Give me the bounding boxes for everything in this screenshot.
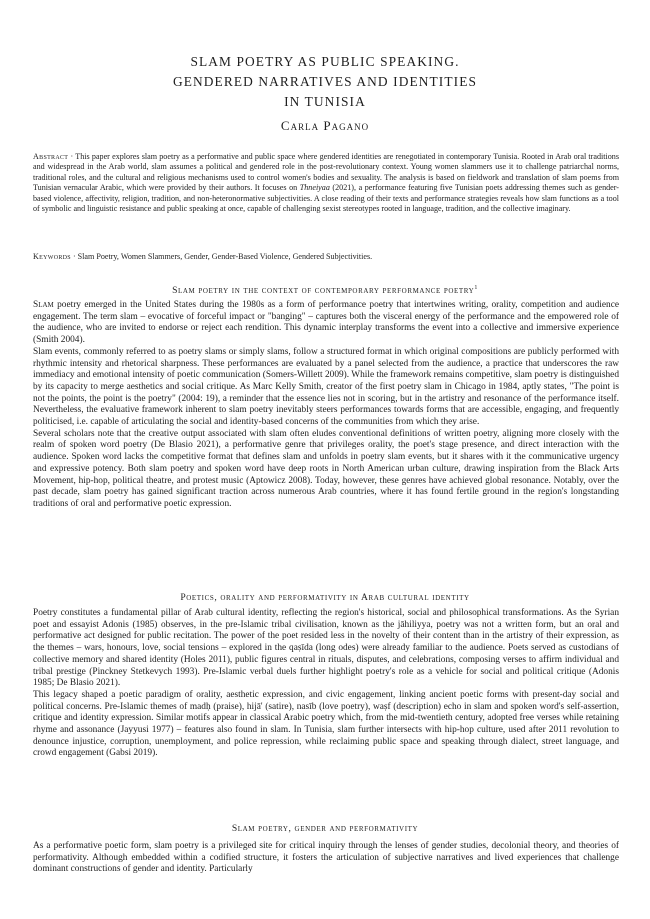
section-heading-2: Poetics, orality and performativity in Arab cultural identity — [180, 592, 470, 603]
abstract-text-2: (2021), a performance featuring five Tunisian poets addressing themes such as gender-based violence, affectivity, religion, tradition, and non-heteronormative subjectivities. A close reading of their texts and performance strategies reveals how slam functions as a tool of symbolic and linguistic resistance and public speaking at once, capable of challenging sexist stereotypes rooted in language, tradition, and the collective imaginary. — [33, 183, 619, 214]
section-1-paragraph-2: Slam events, commonly referred to as poetry slams or simply slams, follow a structured format in which original compositions are publicly performed with rhythmic intensity and rhetorical sharpness. These performances are evaluated by a panel selected from the audience, a practice that underscores the raw immediacy and emotional intensity of poetic communication (Somers-Willett 2009). While the framework remains competitive, slam poetry is distinguished by its capacity to merge aesthetics and social critique. As Marc Kelly Smith, creator of the first poetry slam in Chicago in 1984, aptly states, "The point is not the points, the point is the poetry" (2004: 19), a reminder that the essence lies not in scoring, but in the artistry and resonance of the performance itself. Nevertheless, the evaluative framework inherent to slam poetry inevitably steers performances towards forms that are accessible, engaging, and frequently politicised, i.e. capable of articulating the social and identity-based concerns of the communities from which they arise. — [33, 346, 619, 428]
lead-word: Slam — [33, 300, 54, 310]
title-line-1: SLAM POETRY AS PUBLIC SPEAKING. — [190, 54, 460, 69]
footnote-mark: 1 — [474, 285, 478, 291]
section-1-body — [33, 300, 619, 511]
section-1-paragraph-1 — [33, 300, 619, 347]
section-1-paragraph-3: Several scholars note that the creative output associated with slam often eludes conventional definitions of written poetry, aligning more closely with the realm of spoken word poetry (De Blasio 2021), a performative genre that privileges orality, the poet's stage presence, and direct interaction with the audience. Spoken word lacks the competitive format that defines slam and unfolds in poetry slam events, but it shares with it the communicative urgency and expressive potency. Both slam poetry and spoken word have deep roots in North American urban culture, drawing inspiration from the Black Arts Movement, hip-hop, political theatre, and protest music (Aptowicz 2008). Today, however, these genres have achieved global resonance. Notably, over the past decade, slam poetry has gained significant traction across numerous Arab countries, where it has found fertile ground in the region's longstanding traditions of oral and performative poetic expression. — [33, 428, 619, 509]
section-3-paragraph-1: As a performative poetic form, slam poetry is a privileged site for critical inquiry through the lenses of gender studies, decolonial theory, and theories of performativity. Although embedded within a codified structure, it fosters the articulation of subjective narratives and lived experiences that challenge dominant constructions of gender and identity. Particularly — [33, 841, 619, 875]
section-heading-1 — [0, 285, 650, 296]
section-2-paragraph-2: This legacy shaped a poetic paradigm of orality, aesthetic expression, and civic engagement, linking ancient poetic forms with present-day social and political concerns. Pre-Islamic themes of madḥ (praise), hijā' (satire), nasīb (love poetry), waṣf (description) echo in slam and spoken word's self-assertion, critique and identity expression. Similar motifs appear in classical Arabic poetry which, from the mid-twentieth century, adopted free verses while retaining rhyme and assonance (Jayyusi 1977) – features also found in slam. In Tunisia, slam further intersects with hip-hop culture, used after 2011 revolution to denounce injustice, corruption, unemployment, and police repression, while reclaiming public space and speaking through dialect, street language, and crowd engagement (Gabsi 2019). — [33, 689, 619, 759]
paper-title — [0, 52, 650, 134]
abstract-label: Abstract — [33, 152, 69, 161]
section-1-paragraph-1-text: poetry emerged in the United States during the 1980s as a form of performance poetry that intertwines writing, orality, competition and audience engagement. The term slam – evocative of forceful impact or "banging" – captures both the visceral energy of the performance and the empowered role of the audience, who are invited to endorse or reject each rendition. This dynamic interplay transforms the event into a collective and immersive experience (Smith 2004). — [33, 300, 619, 346]
section-2-body — [33, 608, 619, 760]
section-3-body — [33, 841, 619, 876]
title-line-2: GENDERED NARRATIVES AND IDENTITIES — [172, 74, 478, 89]
section-2-paragraph-1: Poetry constitutes a fundamental pillar of Arab cultural identity, reflecting the region's historical, social and philosophical transformations. As the Syrian poet and essayist Adonis (1985) observes, in the pre-Islamic tribal civilisation, known as the jāhiliyya, poetry was not a written form, but an oral and performative act designed for public recitation. The power of the poet resided less in the novelty of their content than in the artistry of their expression, as the themes – wars, honours, love, social tensions – explored in the qaṣīda (long odes) were already familiar to the audience. Poets served as custodians of collective memory and shared identity (Holes 2011), public figures central in rituals, disputes, and celebrations, composing verses to affirm individual and tribal prestige (Pinckney Stetkevych 1993). Pre-Islamic verbal duels further highlight poetry's role as a vehicle for social and political critique (Adonis 1985; De Blasio 2021). — [33, 608, 619, 689]
section-heading-3: Slam poetry, gender and performativity — [231, 823, 419, 834]
author-name: Carla Pagano — [280, 118, 370, 133]
abstract-text: · This paper explores slam poetry as a performative and public space where gendered identities are renegotiated in contemporary Tunisia. Rooted in Arab oral traditions and widespread in the Arab world, slam assumes a political and gendered role in the post-revolutionary context. Young women slammers use it to challenge patriarchal norms, traditional roles, and the cultural and religious mechanisms used to control women's bodies and sexuality. The analysis is based on fieldwork and translation of slam poems from Tunisian vernacular Arabic, which were provided by their authors. It focuses on — [33, 152, 619, 193]
abstract — [33, 152, 619, 214]
title-line-3: IN TUNISIA — [284, 94, 366, 109]
keywords-text: · Slam Poetry, Women Slammers, Gender, Gender-Based Violence, Gendered Subjectivities. — [70, 252, 373, 261]
keywords-label: Keywords — [33, 252, 71, 261]
keywords — [33, 252, 619, 262]
section-heading-1-text: Slam poetry in the context of contemporary performance poetry — [172, 285, 475, 297]
abstract-italic-title: Thneiyaa — [299, 183, 330, 193]
